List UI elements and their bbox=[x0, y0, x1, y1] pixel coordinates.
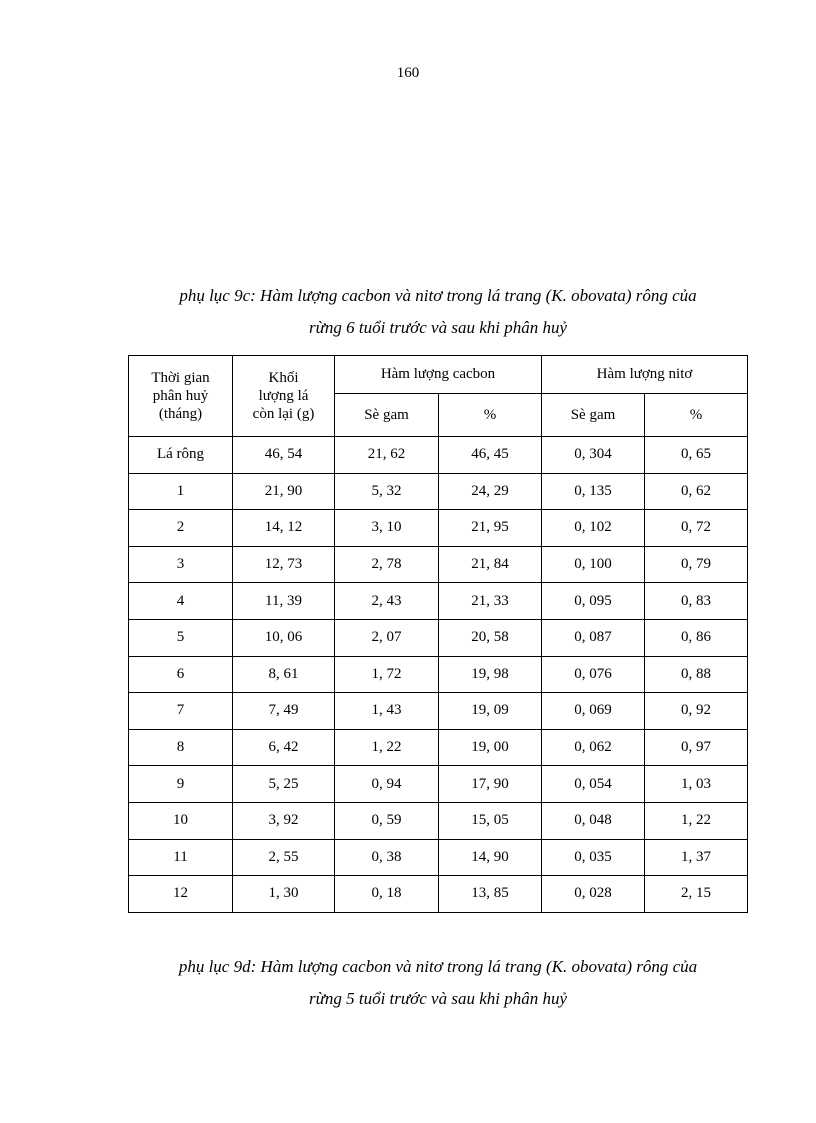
table-cell: 1, 03 bbox=[645, 766, 748, 803]
page-number: 160 bbox=[396, 65, 420, 81]
table-cell: 13, 85 bbox=[439, 876, 542, 913]
table-cell: 2, 55 bbox=[233, 839, 335, 876]
table-cell: 3, 92 bbox=[233, 802, 335, 839]
table-row bbox=[129, 437, 748, 474]
header-line: còn lại (g) bbox=[252, 406, 315, 422]
table-cell: 0, 054 bbox=[542, 766, 645, 803]
table-body bbox=[129, 437, 748, 913]
caption-line: phụ lục 9c: Hàm lượng cacbon và nitơ trong lá trang (K. obovata) rông của bbox=[179, 286, 697, 305]
table-cell: 10, 06 bbox=[233, 619, 335, 656]
table-cell: 0, 028 bbox=[542, 876, 645, 913]
table-cell: 8 bbox=[129, 729, 233, 766]
table-cell: 0, 076 bbox=[542, 656, 645, 693]
table-cell: 5, 25 bbox=[233, 766, 335, 803]
table-cell: 8, 61 bbox=[233, 656, 335, 693]
header-nitrogen-pct: % bbox=[645, 394, 748, 437]
table-cell: 5, 32 bbox=[335, 473, 439, 510]
carbon-nitrogen-table bbox=[128, 355, 748, 913]
table-cell: 19, 98 bbox=[439, 656, 542, 693]
table-cell: 2, 78 bbox=[335, 546, 439, 583]
table-cell: 0, 095 bbox=[542, 583, 645, 620]
table-row bbox=[129, 839, 748, 876]
table-row bbox=[129, 693, 748, 730]
table-cell: 0, 38 bbox=[335, 839, 439, 876]
table-cell: 1 bbox=[129, 473, 233, 510]
table-cell: 1, 30 bbox=[233, 876, 335, 913]
header-nitrogen-gram: Sè gam bbox=[542, 394, 645, 437]
table-cell: 2, 15 bbox=[645, 876, 748, 913]
table-cell: 20, 58 bbox=[439, 619, 542, 656]
table-cell: 46, 45 bbox=[439, 437, 542, 474]
table-cell: 0, 062 bbox=[542, 729, 645, 766]
table-cell: 1, 22 bbox=[645, 802, 748, 839]
table-cell: 14, 90 bbox=[439, 839, 542, 876]
table-cell: 0, 88 bbox=[645, 656, 748, 693]
table-row bbox=[129, 510, 748, 547]
table-cell: 2 bbox=[129, 510, 233, 547]
table-cell: 10 bbox=[129, 802, 233, 839]
table-cell: 19, 09 bbox=[439, 693, 542, 730]
table-cell: 0, 83 bbox=[645, 583, 748, 620]
table-cell: 21, 62 bbox=[335, 437, 439, 474]
caption-line: phụ lục 9d: Hàm lượng cacbon và nitơ trong lá trang (K. obovata) rông của bbox=[178, 957, 698, 976]
table-cell: 0, 048 bbox=[542, 802, 645, 839]
header-carbon-gram: Sè gam bbox=[335, 394, 439, 437]
header-line: (tháng) bbox=[158, 406, 203, 422]
table-cell: 0, 92 bbox=[645, 693, 748, 730]
header-carbon-pct: % bbox=[439, 394, 542, 437]
table-cell: 0, 86 bbox=[645, 619, 748, 656]
header-line: lượng lá bbox=[258, 388, 309, 404]
table-cell: 21, 84 bbox=[439, 546, 542, 583]
table-cell: 24, 29 bbox=[439, 473, 542, 510]
table-cell: 0, 069 bbox=[542, 693, 645, 730]
table-cell: 1, 43 bbox=[335, 693, 439, 730]
table-cell: Lá rông bbox=[129, 437, 233, 474]
table-cell: 0, 97 bbox=[645, 729, 748, 766]
table-caption-9c bbox=[100, 280, 776, 344]
table-cell: 1, 72 bbox=[335, 656, 439, 693]
header-line: Thời gian bbox=[151, 370, 210, 386]
table-cell: 15, 05 bbox=[439, 802, 542, 839]
table-cell: 0, 100 bbox=[542, 546, 645, 583]
table-cell: 0, 65 bbox=[645, 437, 748, 474]
header-time bbox=[129, 356, 233, 437]
header-nitrogen-group: Hàm lượng nitơ bbox=[542, 356, 748, 394]
table-row bbox=[129, 729, 748, 766]
table-cell: 0, 18 bbox=[335, 876, 439, 913]
caption-line: rừng 6 tuổi trước và sau khi phân huỷ bbox=[308, 318, 568, 337]
table-cell: 4 bbox=[129, 583, 233, 620]
table-cell: 12, 73 bbox=[233, 546, 335, 583]
table-cell: 0, 087 bbox=[542, 619, 645, 656]
table-cell: 0, 304 bbox=[542, 437, 645, 474]
table-cell: 0, 72 bbox=[645, 510, 748, 547]
table-cell: 9 bbox=[129, 766, 233, 803]
table-cell: 21, 95 bbox=[439, 510, 542, 547]
table-row bbox=[129, 802, 748, 839]
table-cell: 1, 37 bbox=[645, 839, 748, 876]
table-cell: 17, 90 bbox=[439, 766, 542, 803]
table-cell: 0, 035 bbox=[542, 839, 645, 876]
table-row bbox=[129, 766, 748, 803]
table-cell: 21, 33 bbox=[439, 583, 542, 620]
table-cell: 5 bbox=[129, 619, 233, 656]
table-cell: 6 bbox=[129, 656, 233, 693]
table-cell: 7 bbox=[129, 693, 233, 730]
table-row bbox=[129, 473, 748, 510]
table-cell: 0, 135 bbox=[542, 473, 645, 510]
table-cell: 21, 90 bbox=[233, 473, 335, 510]
table-cell: 2, 07 bbox=[335, 619, 439, 656]
table-cell: 2, 43 bbox=[335, 583, 439, 620]
table-row bbox=[129, 583, 748, 620]
table-cell: 11 bbox=[129, 839, 233, 876]
table-cell: 7, 49 bbox=[233, 693, 335, 730]
table-cell: 6, 42 bbox=[233, 729, 335, 766]
table-cell: 3, 10 bbox=[335, 510, 439, 547]
table-cell: 0, 62 bbox=[645, 473, 748, 510]
table-cell: 0, 79 bbox=[645, 546, 748, 583]
header-carbon-group: Hàm lượng cacbon bbox=[335, 356, 542, 394]
caption-line: rừng 5 tuổi trước và sau khi phân huỷ bbox=[308, 989, 568, 1008]
header-line: Khối bbox=[268, 370, 299, 386]
table-cell: 0, 59 bbox=[335, 802, 439, 839]
table-cell: 12 bbox=[129, 876, 233, 913]
table-cell: 11, 39 bbox=[233, 583, 335, 620]
table-row bbox=[129, 656, 748, 693]
table-cell: 46, 54 bbox=[233, 437, 335, 474]
table-row bbox=[129, 546, 748, 583]
table-cell: 19, 00 bbox=[439, 729, 542, 766]
table-cell: 3 bbox=[129, 546, 233, 583]
table-cell: 14, 12 bbox=[233, 510, 335, 547]
table-caption-9d bbox=[100, 951, 776, 1015]
table-cell: 1, 22 bbox=[335, 729, 439, 766]
table-row bbox=[129, 619, 748, 656]
header-mass bbox=[233, 356, 335, 437]
header-line: phân huỷ bbox=[152, 388, 209, 404]
table-cell: 0, 102 bbox=[542, 510, 645, 547]
table-cell: 0, 94 bbox=[335, 766, 439, 803]
table-row bbox=[129, 876, 748, 913]
